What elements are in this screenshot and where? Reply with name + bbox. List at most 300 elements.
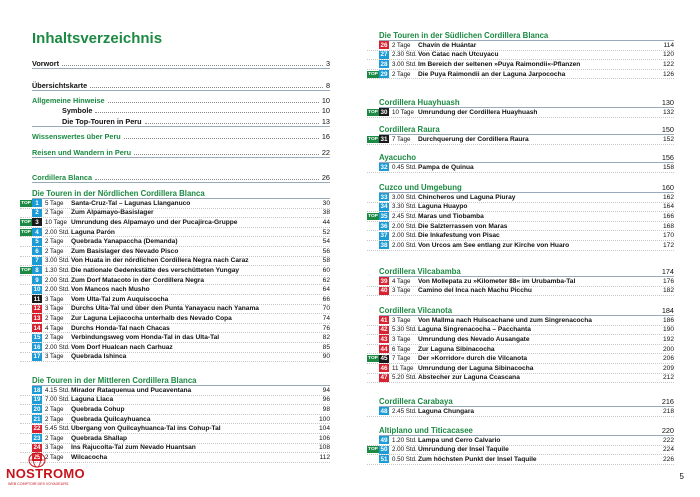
- section-heading: [32, 373, 330, 386]
- tour-row: [367, 135, 674, 145]
- tour-title: Santa-Cruz-Tal – Lagunas Llanganuco: [71, 199, 191, 207]
- tour-duration: 10 Tage: [392, 108, 414, 116]
- tour-row: [20, 266, 330, 276]
- tour-number: 8: [32, 266, 42, 274]
- tour-title: Laguna Llaca: [71, 396, 114, 404]
- tour-page: 38: [322, 209, 330, 217]
- tour-title: Die Salzterrassen von Maras: [418, 222, 508, 230]
- tour-duration: 2.00 Std.: [392, 446, 417, 454]
- tour-duration: 3.30 Std.: [392, 203, 417, 211]
- tour-number: 4: [32, 228, 42, 236]
- tour-duration: 2.00 Std.: [392, 232, 417, 240]
- tour-row: [20, 247, 330, 257]
- tour-title: Vom Dorf Hualcan nach Carhuaz: [71, 343, 173, 351]
- tour-page: 108: [318, 444, 330, 452]
- tour-title: Durchs Ulta-Tal und über den Punta Yanayacu nach Yanama: [71, 305, 259, 313]
- tour-duration: 3 Tage: [392, 287, 411, 295]
- toc-entry-page: 8: [325, 81, 330, 90]
- tour-title: Wilcacocha: [71, 453, 108, 461]
- tour-title: Ins Rajucolta-Tal zum Nevado Huantsan: [71, 444, 196, 452]
- tour-page: 170: [662, 232, 674, 240]
- tour-page: 209: [662, 364, 674, 372]
- tour-row: [367, 277, 674, 287]
- tour-page: 212: [662, 374, 674, 382]
- tour-title: Von Mallma nach Huiscachane und zum Singrenacocha: [418, 316, 592, 324]
- tour-title: Umrundung des Alpamayo und der Pucajirca-Gruppe: [71, 218, 238, 226]
- tour-number: 23: [33, 434, 41, 442]
- section-heading: [379, 28, 674, 41]
- tour-title: Zum höchsten Punkt der Insel Taquile: [418, 455, 537, 463]
- tour-duration: 3.00 Std.: [45, 257, 70, 265]
- tour-title: Pampa de Quinua: [418, 163, 474, 171]
- leader-dots: [90, 87, 323, 88]
- tour-row: [20, 415, 330, 425]
- tour-list: [367, 407, 674, 417]
- tour-duration: 2 Tage: [45, 405, 64, 413]
- section-heading-label: Die Touren in der Nördlichen Cordillera Blanca: [32, 189, 205, 198]
- tour-number: 51: [380, 455, 388, 463]
- tour-duration: 3 Tage: [45, 295, 64, 303]
- leader-dots: [145, 123, 319, 124]
- tour-row: [367, 364, 674, 374]
- section-heading-page: 150: [661, 125, 674, 134]
- tour-title: Die Inkafestung von Pisac: [418, 232, 500, 240]
- tour-number: 18: [33, 386, 41, 394]
- tour-title: Umrundung der Cordillera Huayhuash: [418, 108, 538, 116]
- tour-row: [20, 257, 330, 267]
- tour-title: Übergang von Quilcayhuanca-Tal ins Cohup-Tal: [71, 425, 221, 433]
- tour-number: 5: [32, 238, 42, 246]
- tour-row: [20, 386, 330, 396]
- tour-number: 50: [380, 446, 388, 454]
- tour-duration: 2 Tage: [45, 314, 64, 322]
- tour-page: 98: [322, 405, 330, 413]
- tour-number: 10: [33, 286, 41, 294]
- tour-title: Zum Dorf Matacoto in der Cordillera Negra: [71, 276, 204, 284]
- tour-number: 11: [33, 295, 41, 303]
- toc-entry-label: Reisen und Wandern in Peru: [32, 148, 132, 157]
- tour-duration: 2 Tage: [45, 209, 64, 217]
- tour-page: 190: [662, 326, 674, 334]
- tour-row: [367, 446, 674, 456]
- tour-page: 44: [322, 218, 330, 226]
- tour-duration: 2.45 Std.: [392, 212, 417, 220]
- tour-number: 41: [380, 316, 388, 324]
- tour-row: [367, 335, 674, 345]
- tour-title: Laguna Parón: [71, 228, 115, 236]
- section-heading-label: Ayacucho: [379, 153, 416, 162]
- tour-title: Mirador Rataquenua und Pucaventana: [71, 386, 192, 394]
- tour-row: [20, 353, 330, 363]
- tour-number: 44: [380, 345, 388, 353]
- section-heading: [379, 303, 674, 316]
- tour-row: [20, 228, 330, 238]
- section-heading-label: Cordillera Raura: [379, 125, 440, 134]
- section-heading-page: 216: [661, 397, 674, 406]
- tour-page: 218: [662, 407, 674, 415]
- tour-title: Laguna Huaypo: [418, 203, 468, 211]
- tour-duration: 10 Tage: [45, 218, 67, 226]
- tour-page: 200: [662, 345, 674, 353]
- tour-row: [367, 163, 674, 173]
- tour-page: 30: [322, 199, 330, 207]
- tour-number: 39: [380, 277, 388, 285]
- tour-number: 49: [380, 436, 388, 444]
- tour-page: 66: [322, 295, 330, 303]
- tour-page: 85: [322, 343, 330, 351]
- tour-number: 2: [32, 209, 42, 217]
- tour-page: 186: [662, 316, 674, 324]
- tour-list: [367, 135, 674, 145]
- tour-duration: 3 Tage: [45, 444, 64, 452]
- tour-page: 112: [319, 453, 330, 461]
- tour-duration: 3.00 Std.: [392, 193, 417, 201]
- tour-list: [367, 436, 674, 465]
- tour-duration: 3 Tage: [392, 335, 411, 343]
- tour-duration: 2 Tage: [45, 247, 64, 255]
- tour-number: 26: [380, 41, 388, 49]
- tour-row: [367, 193, 674, 203]
- leader-dots: [134, 154, 319, 155]
- tour-page: 166: [662, 212, 674, 220]
- tour-row: [367, 287, 674, 297]
- top-badge: TOP: [21, 219, 31, 225]
- tour-row: [20, 333, 330, 343]
- tour-title: Zur Laguna Lejiacocha unterhalb des Nevado Copa: [71, 314, 232, 322]
- tour-title: Zum Alpamayo-Basislager: [71, 209, 154, 217]
- tour-title: Von Mollepata zu »Kilometer 88« im Urubamba-Tal: [418, 277, 576, 285]
- section-heading-label: Cordillera Vilcabamba: [379, 267, 461, 276]
- tour-title: Im Bereich der seltenen »Puya Raimondii«-Pflanzen: [418, 60, 581, 68]
- toc-entry-label: Wissenswertes über Peru: [32, 132, 121, 141]
- toc-entry-page: 13: [321, 117, 330, 126]
- tour-page: 182: [662, 287, 674, 295]
- page-number: 5: [679, 472, 684, 481]
- tour-row: [20, 276, 330, 286]
- tour-number: 27: [380, 51, 388, 59]
- tour-row: [367, 60, 674, 70]
- section-heading-page: 156: [661, 153, 674, 162]
- tour-page: 206: [662, 355, 674, 363]
- section-heading-label: Die Touren in der Mittleren Cordillera Blanca: [32, 376, 197, 385]
- tour-number: 32: [380, 163, 388, 171]
- tour-duration: 3 Tage: [45, 353, 64, 361]
- section-heading-label: Altiplano und Titicacasee: [379, 426, 473, 435]
- tour-number: 47: [380, 374, 388, 382]
- tour-number: 12: [33, 305, 41, 313]
- tour-title: Abstecher zur Laguna Ccascana: [418, 374, 520, 382]
- tour-row: [20, 305, 330, 315]
- tour-number: 48: [380, 407, 388, 415]
- tour-number: 43: [380, 335, 388, 343]
- tour-title: Quebrada Shallap: [71, 434, 128, 442]
- tour-title: Von Mancos nach Musho: [71, 286, 150, 294]
- section-heading-page: 220: [661, 426, 674, 435]
- tour-row: [20, 237, 330, 247]
- tour-page: 82: [322, 334, 330, 342]
- tour-page: 104: [318, 425, 330, 433]
- tour-title: Quebrada Ishinca: [71, 353, 127, 361]
- tour-page: 158: [662, 163, 674, 171]
- top-badge: TOP: [21, 267, 31, 273]
- top-badge: TOP: [368, 136, 378, 142]
- tour-title: Von Huata in der nördlichen Cordillera Negra nach Caraz: [71, 257, 249, 265]
- tour-page: 56: [322, 247, 330, 255]
- tour-row: [367, 374, 674, 384]
- tour-page: 70: [322, 305, 330, 313]
- section-heading: [379, 122, 674, 135]
- tour-duration: 2.45 Std.: [392, 407, 417, 415]
- tour-title: Durchs Honda-Tal nach Chacas: [71, 324, 170, 332]
- tour-row: [20, 285, 330, 295]
- tour-duration: 7 Tage: [392, 355, 411, 363]
- tour-page: 162: [662, 193, 674, 201]
- tour-row: [20, 405, 330, 415]
- leader-dots: [95, 179, 319, 180]
- tour-row: [367, 212, 674, 222]
- toc-entry: [32, 57, 330, 69]
- tour-number: 25: [33, 453, 41, 461]
- tour-title: Chincheros und Laguna Piuray: [418, 193, 516, 201]
- tour-row: [367, 407, 674, 417]
- tour-page: 176: [662, 277, 674, 285]
- tour-page: 222: [662, 436, 674, 444]
- tour-page: 226: [662, 455, 674, 463]
- tour-page: 192: [662, 335, 674, 343]
- top-badge: TOP: [368, 356, 378, 362]
- tour-number: 46: [380, 364, 388, 372]
- tour-page: 62: [322, 276, 330, 284]
- tour-list: [20, 199, 330, 362]
- tour-row: [367, 354, 674, 364]
- leader-dots: [62, 65, 323, 66]
- tour-number: 31: [380, 135, 388, 143]
- tour-list: [367, 41, 674, 79]
- tour-row: [20, 218, 330, 228]
- toc-entry-label: Symbole: [62, 106, 93, 115]
- tour-row: [367, 316, 674, 326]
- tour-page: 100: [318, 415, 330, 423]
- tour-number: 33: [380, 193, 388, 201]
- tour-number: 36: [380, 222, 388, 230]
- tour-row: [367, 108, 674, 118]
- tour-page: 152: [662, 135, 674, 143]
- tour-title: Von Urcos am See entlang zur Kirche von Huaro: [418, 241, 570, 249]
- tour-row: [20, 434, 330, 444]
- tour-number: 9: [32, 276, 42, 284]
- tour-page: 96: [322, 396, 330, 404]
- tour-row: [20, 396, 330, 406]
- tour-row: [367, 222, 674, 232]
- section-heading: [379, 423, 674, 436]
- tour-duration: 2 Tage: [45, 434, 64, 442]
- tour-title: Von Catac nach Utcuyacu: [418, 51, 499, 59]
- top-badge: TOP: [368, 109, 378, 115]
- tour-page: 114: [663, 41, 674, 49]
- section-heading: [379, 150, 674, 163]
- tour-title: Der »Korridor« durch die Vilcanota: [418, 355, 528, 363]
- tour-title: Chavín de Huántar: [418, 41, 477, 49]
- section-heading-label: Die Touren in der Südlichen Cordillera Blanca: [379, 31, 549, 40]
- top-badge: TOP: [21, 229, 31, 235]
- tour-number: 45: [380, 355, 388, 363]
- tour-row: [367, 41, 674, 51]
- tour-title: Lampa und Cerro Calvario: [418, 436, 501, 444]
- tour-number: 13: [33, 314, 41, 322]
- tour-page: 58: [322, 257, 330, 265]
- tour-number: 37: [380, 232, 388, 240]
- tour-title: Quebrada Yanapaccha (Demanda): [71, 238, 178, 246]
- tour-duration: 1.30 Std.: [45, 266, 70, 274]
- tour-page: 132: [662, 108, 674, 116]
- tour-page: 90: [322, 353, 330, 361]
- tour-number: 19: [33, 396, 41, 404]
- tour-number: 28: [380, 60, 388, 68]
- tour-duration: 5.45 Std.: [45, 425, 70, 433]
- tour-duration: 2 Tage: [45, 334, 64, 342]
- tour-duration: 2.00 Std.: [392, 241, 417, 249]
- tour-duration: 2 Tage: [45, 453, 64, 461]
- section-heading: [379, 180, 674, 193]
- section-heading: [379, 95, 674, 108]
- tour-title: Umrundung der Insel Taquile: [418, 446, 509, 454]
- tour-page: 122: [662, 60, 674, 68]
- tour-page: 120: [662, 51, 674, 59]
- section-heading: [379, 394, 674, 407]
- tour-duration: 2 Tage: [392, 70, 411, 78]
- toc-entry-page: 3: [325, 59, 330, 68]
- tour-title: Maras und Tiobamba: [418, 212, 484, 220]
- logo-name: NOSTROMO: [6, 466, 85, 481]
- top-badge: TOP: [21, 200, 31, 206]
- tour-duration: 2 Tage: [45, 238, 64, 246]
- tour-duration: 5.20 Std.: [392, 374, 417, 382]
- tour-row: [20, 324, 330, 334]
- tour-number: 1: [32, 199, 42, 207]
- tour-duration: 1.20 Std.: [392, 436, 417, 444]
- tour-number: 20: [33, 405, 41, 413]
- tour-row: [367, 70, 674, 80]
- section-heading-label: Cuzco und Umgebung: [379, 183, 462, 192]
- tour-number: 30: [380, 108, 388, 116]
- tour-list: [367, 316, 674, 383]
- section-heading-page: 174: [661, 267, 674, 276]
- tour-title: Laguna Chungara: [418, 407, 475, 415]
- tour-title: Zum Basislager des Nevado Pisco: [71, 247, 179, 255]
- tour-number: 29: [380, 70, 388, 78]
- tour-page: 224: [662, 446, 674, 454]
- tour-number: 21: [33, 415, 41, 423]
- tour-number: 34: [380, 203, 388, 211]
- page-title: Inhaltsverzeichnis: [32, 30, 163, 47]
- tour-page: 172: [662, 241, 674, 249]
- tour-number: 24: [33, 444, 41, 452]
- tour-row: [20, 343, 330, 353]
- tour-row: [367, 231, 674, 241]
- tour-row: [367, 436, 674, 446]
- tour-row: [367, 51, 674, 61]
- tour-number: 35: [380, 212, 388, 220]
- logo-tagline: WEB COMPTOIR DES VOYAGEURS: [8, 482, 69, 486]
- section-heading: [32, 186, 330, 199]
- tour-duration: 4.15 Std.: [45, 386, 70, 394]
- tour-title: Durchquerung der Cordillera Raura: [418, 135, 529, 143]
- section-heading: [379, 264, 674, 277]
- tour-page: 106: [318, 434, 330, 442]
- tour-duration: 2.30 Std.: [392, 51, 417, 59]
- toc-entry-page: 10: [321, 106, 330, 115]
- tour-number: 3: [32, 218, 42, 226]
- tour-duration: 2.00 Std.: [45, 286, 70, 294]
- tour-title: Zur Laguna Sibinacocha: [418, 345, 495, 353]
- toc-entry-page: 10: [321, 96, 330, 105]
- tour-duration: 7 Tage: [392, 135, 411, 143]
- tour-duration: 6 Tage: [392, 345, 411, 353]
- tour-page: 54: [322, 238, 330, 246]
- tour-list: [367, 163, 674, 173]
- leader-dots: [95, 112, 318, 113]
- tour-duration: 0.45 Std.: [392, 163, 417, 171]
- toc-entry: [32, 171, 330, 183]
- tour-page: 60: [322, 266, 330, 274]
- tour-duration: 5 Tage: [45, 199, 64, 207]
- tour-duration: 4 Tage: [392, 277, 411, 285]
- tour-page: 164: [662, 203, 674, 211]
- tour-number: 38: [380, 241, 388, 249]
- section-heading-label: Cordillera Huayhuash: [379, 98, 460, 107]
- tour-title: Die nationale Gedenkstätte des verschütteten Yungay: [71, 266, 240, 274]
- tour-page: 126: [662, 70, 674, 78]
- section-heading-label: Cordillera Vilcanota: [379, 306, 453, 315]
- tour-list: [367, 108, 674, 118]
- tour-title: Umrundung der Laguna Sibinacocha: [418, 364, 534, 372]
- tour-row: [20, 295, 330, 305]
- top-badge: TOP: [368, 213, 378, 219]
- toc-entry: [32, 79, 330, 91]
- tour-page: 168: [662, 222, 674, 230]
- tour-number: 16: [33, 343, 41, 351]
- nostromo-logo: [6, 452, 85, 496]
- tour-title: Camino del Inca nach Machu Picchu: [418, 287, 532, 295]
- toc-entry-label: Übersichtskarte: [32, 81, 88, 90]
- tour-duration: 3.00 Std.: [392, 60, 417, 68]
- tour-row: [367, 241, 674, 251]
- tour-title: Vom Ulta-Tal zum Auquiscocha: [71, 295, 169, 303]
- tour-number: 40: [380, 287, 388, 295]
- tour-page: 76: [322, 324, 330, 332]
- tour-number: 22: [33, 425, 41, 433]
- tour-row: [20, 424, 330, 434]
- tour-page: 74: [322, 314, 330, 322]
- tour-list: [367, 193, 674, 251]
- tour-duration: 3 Tage: [45, 305, 64, 313]
- tour-list: [367, 277, 674, 296]
- tour-duration: 0.50 Std.: [392, 455, 417, 463]
- tour-title: Die Puya Raimondii an der Laguna Jarpococha: [418, 70, 566, 78]
- tour-row: [20, 209, 330, 219]
- toc-entry-page: 26: [321, 173, 330, 182]
- toc-entry-label: Vorwort: [32, 59, 60, 68]
- tour-duration: 3 Tage: [392, 316, 411, 324]
- tour-row: [20, 314, 330, 324]
- top-badge: TOP: [368, 71, 378, 77]
- section-heading-page: 184: [661, 306, 674, 315]
- tour-title: Quebrada Cohup: [71, 405, 125, 413]
- toc-entry: [32, 130, 330, 141]
- tour-duration: 11 Tage: [392, 364, 414, 372]
- toc-entry-page: 16: [321, 132, 330, 141]
- tour-row: [367, 326, 674, 336]
